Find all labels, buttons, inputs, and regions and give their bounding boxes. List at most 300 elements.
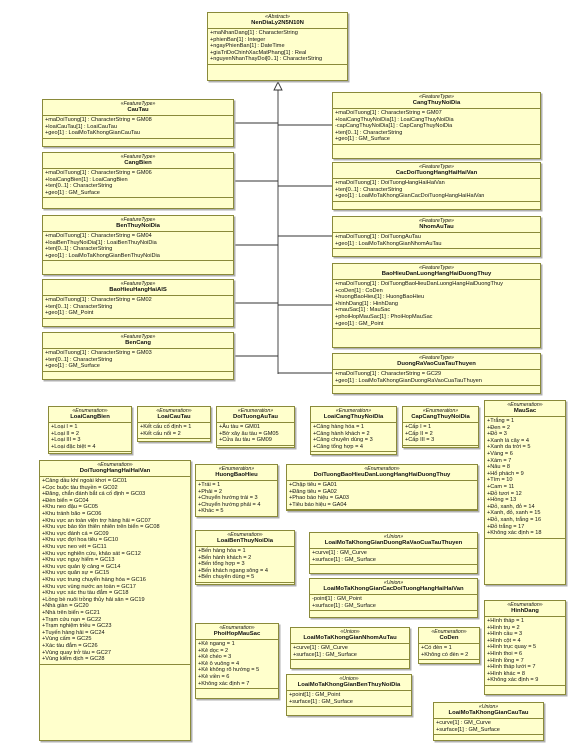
class-header (287, 465, 477, 480)
stereotype-label: «Enumeration» (431, 629, 467, 635)
attribute-compartment (403, 422, 478, 445)
attribute-row: +Xám = 7 (487, 457, 512, 464)
stereotype-label: «FeatureType» (419, 355, 454, 361)
attribute-row: +Kẻ viền = 6 (198, 674, 230, 681)
attribute-row: +Cọc buộc tàu thuyền = GC02 (42, 484, 118, 491)
attribute-row: +Loại II = 2 (51, 430, 79, 437)
attribute-row: +Kẻ không rõ hướng = 5 (198, 667, 260, 674)
class-header (40, 461, 190, 476)
class-name: NenDiaLy2N5N10N (251, 20, 304, 27)
attribute-row: +geo[1] : LoaiMoTaKhongGianNhomAuTau (335, 240, 442, 247)
class-name: BaoHieuHangHaiAIS (109, 287, 167, 294)
attribute-row: +ten[0..1] : CharacterString (335, 129, 403, 136)
attribute-row: +Tuyến hàng hải = GC24 (42, 629, 105, 636)
class-header (287, 675, 411, 690)
attribute-row: +geo[1] : GM_Surface (45, 189, 100, 196)
attribute-row: +Khu vực quản lý cảng = GC14 (42, 563, 121, 570)
attribute-row: +loaiCangBien[1] : LoaiCangBien (45, 176, 128, 183)
attribute-row: +Khác = 5 (198, 508, 224, 515)
attribute-row: +Xanh da trời = 5 (487, 444, 531, 451)
operation-compartment (310, 564, 477, 566)
attribute-row: +ngayPhienBan[1] : DateTime (210, 43, 285, 50)
attribute-row: +maDoiTuong[1] : DoiTuongBaoHieuDanLuongHangHaiDuongThuy (335, 281, 503, 288)
attribute-row: +curve[1] : GM_Curve (312, 550, 367, 557)
attribute-row: +Chuyển hướng phải = 4 (198, 501, 261, 508)
attribute-row: +Đỏ tươi = 12 (487, 490, 522, 497)
attribute-row: +ten[0..1] : CharacterString (45, 303, 113, 310)
attribute-row: +maDoiTuong[1] : DoiTuongAuTau (335, 234, 421, 241)
class-name: LoaiMoTaKhongGianDuongRaVaoCuaTauThuyen (324, 540, 463, 547)
attribute-row: +Không xác định = 18 (487, 530, 542, 537)
class-header (333, 264, 540, 279)
class-header (43, 153, 233, 168)
attribute-row: +phoiHopMauSac[1] : PhoiHopMauSac (335, 314, 433, 321)
attribute-row: +Vùng quay trở tàu = GC27 (42, 649, 111, 656)
attribute-compartment (333, 108, 540, 144)
attribute-row: +Nhà trên biển = GC21 (42, 609, 100, 616)
attribute-compartment (43, 295, 233, 318)
class-header (419, 628, 479, 643)
attribute-compartment (485, 616, 565, 685)
class-name: CauTau (127, 107, 149, 114)
attribute-row: +Vàng = 6 (487, 451, 513, 458)
attribute-row: +Kết cấu nổi = 2 (140, 430, 181, 437)
class-header (434, 703, 543, 718)
attribute-row: +geo[1] : GM_Surface (335, 136, 390, 143)
attribute-row: +Hình trụ = 2 (487, 624, 520, 631)
attribute-row: +Không có đèn = 2 (421, 651, 469, 658)
attribute-row: +Bến hàng hóa = 1 (198, 548, 246, 555)
stereotype-label: «Enumeration» (218, 466, 255, 472)
class-bencang[interactable] (42, 332, 234, 380)
attribute-row: -point[1] : GM_Point (312, 596, 362, 603)
class-name: PhoiHopMauSac (213, 631, 261, 638)
attribute-row: +curve[1] : GM_Curve (293, 645, 348, 652)
stereotype-label: «Enumeration» (72, 408, 108, 414)
stereotype-label: «Enumeration» (335, 408, 372, 414)
attribute-row: +maDoiTuong[1] : DoiTuongHangHaiHaiVan (335, 180, 445, 187)
class-name: LoaiCauTau (157, 414, 191, 421)
class-header (333, 163, 540, 178)
attribute-row: +Kẻ ngang = 1 (198, 641, 235, 648)
attribute-row: +Trắng = 1 (487, 418, 515, 425)
operation-compartment (196, 688, 278, 690)
union-loaimotakhonggiancacdoituonghanghaihaivan[interactable] (309, 578, 478, 618)
attribute-row: +loaiCangThuyNoiDia[1] : LoaiCangThuyNoiDia (335, 116, 454, 123)
class-header (333, 217, 540, 232)
stereotype-label: «Enumeration» (237, 408, 274, 414)
class-cautau[interactable] (42, 99, 234, 147)
attribute-row: +ten[0..1] : CharacterString (45, 183, 113, 190)
class-header (310, 533, 477, 548)
class-name: BenThuyNoiDia (116, 223, 160, 230)
class-name: NhomAuTau (419, 224, 454, 231)
class-header (485, 401, 565, 416)
attribute-row: +maDoiTuong[1] : CharacterString = GM03 (45, 350, 152, 357)
attribute-row: +Lồng bè nuôi trồng thủy hải sản = GC19 (42, 596, 145, 603)
attribute-compartment (196, 480, 277, 516)
class-header (333, 93, 540, 108)
attribute-row: +Loại đặc biệt = 4 (51, 443, 96, 450)
class-header (333, 354, 540, 369)
enum-doituongautau[interactable] (216, 406, 295, 448)
enum-doituonghanghaihaivan[interactable] (39, 460, 191, 741)
attribute-compartment (333, 178, 540, 201)
class-nhomautau[interactable] (332, 216, 541, 257)
attribute-compartment (287, 690, 411, 706)
class-duongravaocuatauthuyen[interactable] (332, 353, 541, 394)
attribute-row: +Đăng tiêu = GA02 (289, 488, 337, 495)
class-name: DoiTuongAuTau (233, 414, 278, 421)
class-name: LoaiCangThuyNoiDia (323, 414, 384, 421)
stereotype-label: «Union» (478, 704, 499, 710)
attribute-row: +Bến khách ngang sông = 4 (198, 567, 268, 574)
attribute-row: +point[1] : GM_Point (289, 692, 341, 699)
attribute-row: +Hình trục quay = 5 (487, 644, 537, 651)
attribute-row: +Khu tránh bão = GC06 (42, 511, 102, 518)
stereotype-label: «FeatureType» (120, 281, 156, 287)
attribute-compartment (419, 643, 479, 659)
attribute-compartment (287, 480, 477, 509)
attribute-compartment (310, 594, 477, 610)
attribute-row: +Khu vực xác thu tàu đắm = GC18 (42, 590, 129, 597)
operation-compartment (196, 582, 294, 584)
class-name: CangThuyNoiDia (412, 100, 461, 107)
attribute-compartment (485, 416, 565, 538)
stereotype-label: «FeatureType» (120, 217, 156, 223)
class-name: CangBien (124, 160, 152, 167)
stereotype-label: «FeatureType» (120, 334, 156, 340)
class-name: HinhDang (511, 608, 539, 615)
stereotype-label: «Union» (339, 676, 359, 682)
attribute-row: +Cảng tổng hợp = 4 (313, 443, 364, 450)
attribute-row: +Hình cột = 4 (487, 637, 521, 644)
enum-loaicautau[interactable] (137, 406, 211, 442)
operation-compartment (43, 138, 233, 140)
class-header (485, 601, 565, 616)
attribute-row: +Hình cầu = 3 (487, 631, 523, 638)
attribute-row: +geo[1] : GM_Surface (45, 363, 100, 370)
attribute-row: +Khu vực neo vét = GC11 (42, 544, 107, 551)
stereotype-label: «Union» (340, 629, 360, 635)
operation-compartment (419, 659, 479, 661)
enum-loaicangbien[interactable] (48, 406, 132, 454)
attribute-row: +Hổ phách = 9 (487, 470, 524, 477)
attribute-compartment (217, 422, 294, 445)
class-header (43, 100, 233, 115)
attribute-row: +geo[1] : LoaiMoTaKhongGianCacDoiTuongHangHaiHaiVan (335, 193, 485, 200)
class-header (43, 280, 233, 295)
stereotype-label: «Enumeration» (156, 408, 192, 414)
attribute-row: +Có đèn = 1 (421, 645, 452, 652)
class-nendialy2n5n10n[interactable] (207, 12, 348, 81)
operation-compartment (434, 734, 543, 736)
stereotype-label: «FeatureType» (419, 164, 454, 170)
enum-loaibenthuynoidia[interactable] (195, 530, 295, 585)
class-header (196, 465, 277, 480)
attribute-row: +Đen = 2 (487, 424, 511, 431)
enum-loaicangthuynoidia[interactable] (310, 406, 397, 455)
stereotype-label: «Abstract» (265, 14, 290, 20)
attribute-row: +Hình lồng = 7 (487, 657, 524, 664)
class-name: CacDoiTuongHangHaiHaiVan (395, 170, 478, 177)
attribute-row: +surface[1] : GM_Surface (293, 651, 357, 658)
attribute-row: +hinhDang[1] : HinhDang (335, 300, 398, 307)
enum-mausac[interactable] (484, 400, 566, 585)
attribute-row: +Khu vực bảo tồn thiên nhiên trên biển = GC08 (42, 524, 160, 531)
class-name: LoaiMoTaKhongGianNhomAuTau (303, 635, 397, 642)
attribute-row: +Khu vực nghiên cứu, khảo sát = GC12 (42, 550, 141, 557)
attribute-row: +Vùng kiểm dịch = GC28 (42, 656, 105, 663)
attribute-row: +Cảng hành khách = 2 (313, 430, 370, 437)
attribute-row: +maDoiTuong[1] : CharacterString = GM04 (45, 233, 152, 240)
operation-compartment (485, 685, 565, 687)
attribute-row: +Đăng, chắn đánh bắt cá cố định = GC03 (42, 491, 146, 498)
attribute-row: +Đỏ trắng = 17 (487, 523, 525, 530)
class-header (217, 407, 294, 422)
stereotype-label: «Enumeration» (422, 408, 459, 414)
attribute-row: +geo[1] : LoaiMoTaKhongGianCauTau (45, 130, 141, 137)
enum-huongbaohieu[interactable] (195, 464, 278, 517)
attribute-row: +loaiBenThuyNoiDia[1] : LoaiBenThuyNoiDia (45, 239, 157, 246)
class-name: LoaiCangBien (70, 414, 110, 421)
attribute-row: +Loại I = 1 (51, 424, 78, 431)
attribute-compartment (310, 548, 477, 564)
class-header (49, 407, 131, 422)
union-loaimotakhonggianduongravaocuatauthuyen[interactable] (309, 532, 478, 574)
attribute-row: +giaTriDoChinhXacMatPhang[1] : Real (210, 49, 307, 56)
attribute-row: +Trái = 1 (198, 482, 221, 489)
attribute-row: +geo[1] : GM_Point (45, 310, 94, 317)
attribute-row: +Khu vực đánh cá = GC09 (42, 530, 109, 537)
attribute-row: +Cấp III = 3 (405, 437, 435, 444)
class-header (196, 531, 294, 546)
attribute-compartment (196, 546, 294, 582)
attribute-row: +Cảng chuyên dùng = 3 (313, 437, 373, 444)
attribute-row: +Bến tổng hợp = 3 (198, 561, 245, 568)
class-name: CapCangThuyNoiDia (411, 414, 470, 421)
operation-compartment (291, 659, 409, 661)
attribute-row: +ten[0..1] : CharacterString (45, 246, 113, 253)
class-header (311, 407, 396, 422)
attribute-compartment (43, 115, 233, 138)
attribute-row: +huongBaoHieu[1] : HuongBaoHieu (335, 294, 425, 301)
attribute-row: +Khu vực đợi hoa tiêu = GC10 (42, 537, 119, 544)
attribute-row: +maDoiTuong[1] : CharacterString = GM06 (45, 170, 152, 177)
attribute-row: +Đỏ = 3 (487, 431, 507, 438)
attribute-row: +Khu vực vùng nước an toàn = GC17 (42, 583, 136, 590)
class-header (196, 624, 278, 639)
class-header (43, 333, 233, 348)
class-header (208, 13, 347, 28)
operation-compartment (40, 664, 190, 666)
attribute-row: +mauSac[1] : MauSac (335, 307, 391, 314)
operation-compartment (287, 706, 411, 708)
class-header (403, 407, 478, 422)
attribute-row: +Vùng cấm = GC25 (42, 636, 92, 643)
attribute-row: +Phải = 2 (198, 488, 222, 495)
operation-compartment (333, 385, 540, 387)
attribute-row: +Hình khác = 8 (487, 670, 525, 677)
attribute-compartment (196, 639, 278, 688)
operation-compartment (196, 516, 277, 517)
class-cacdoituonghanghaihaivan[interactable] (332, 162, 541, 210)
attribute-row: +Kết cấu cố định = 1 (140, 424, 192, 431)
attribute-compartment (333, 232, 540, 248)
operation-compartment (333, 328, 540, 330)
class-header (138, 407, 210, 422)
enum-doituongbaohieudanluonghanghaiduongthuy[interactable] (286, 464, 478, 511)
operation-compartment (403, 445, 478, 447)
class-name: BenCang (125, 340, 151, 347)
attribute-compartment (434, 718, 543, 734)
stereotype-label: «Union» (383, 534, 404, 540)
attribute-row: +Khu neo đậu = GC05 (42, 504, 98, 511)
stereotype-label: «FeatureType» (120, 154, 156, 160)
stereotype-label: «FeatureType» (419, 265, 454, 271)
class-name: LoaiMoTaKhongGianCauTau (448, 710, 529, 717)
union-loaimotakhonggianbenthuynoidia[interactable] (286, 674, 412, 716)
attribute-row: +surface[1] : GM_Surface (289, 698, 353, 705)
attribute-row: +Kẻ ô vuông = 4 (198, 660, 240, 667)
attribute-compartment (43, 348, 233, 371)
operation-compartment (485, 538, 565, 540)
operation-compartment (311, 451, 396, 453)
operation-compartment (49, 451, 131, 453)
stereotype-label: «Enumeration» (507, 602, 543, 608)
enum-coden[interactable] (418, 627, 480, 664)
attribute-row: +Hình tháp = 1 (487, 618, 525, 625)
class-name: BaoHieuDanLuongHangHaiDuongThuy (381, 271, 492, 278)
class-name: LoaiBenThuyNoiDia (217, 538, 273, 545)
class-baohieudanluonghanghaiduongthuy[interactable] (332, 263, 541, 348)
class-name: HuongBaoHieu (215, 472, 258, 479)
attribute-row: +ten[0..1] : CharacterString (45, 356, 113, 363)
attribute-compartment (333, 279, 540, 328)
attribute-compartment (40, 476, 190, 664)
attribute-row: -capCangThuyNoiDia[1] : CapCangThuyNoiDia (335, 123, 453, 130)
stereotype-label: «Enumeration» (219, 625, 255, 631)
attribute-row: +Xanh lá cây = 4 (487, 437, 529, 444)
operation-compartment (310, 610, 477, 612)
class-name: DoiTuongHangHaiHaiVan (79, 468, 151, 475)
generalization-arrowhead (274, 82, 282, 90)
class-baohieuhanghaiais[interactable] (42, 279, 234, 327)
attribute-row: +Cảng dầu khí ngoài khơi = GC01 (42, 478, 128, 485)
attribute-compartment (43, 168, 233, 197)
attribute-row: +Chập tiêu = GA01 (289, 482, 337, 489)
attribute-row: +Trạm nghiệm triều = GC23 (42, 623, 112, 630)
stereotype-label: «FeatureType» (419, 94, 454, 100)
attribute-compartment (291, 643, 409, 659)
operation-compartment (43, 371, 233, 373)
operation-compartment (333, 201, 540, 203)
class-cangthuynoidia[interactable] (332, 92, 541, 159)
union-loaimotakhonggiancautau[interactable] (433, 702, 544, 741)
operation-compartment (43, 318, 233, 320)
attribute-row: +maNhanDang[1] : CharacterString (210, 30, 298, 37)
attribute-row: +maDoiTuong[1] : CharacterString = GM08 (45, 117, 152, 124)
attribute-row: +Đỏ, xanh, đỏ = 14 (487, 503, 535, 510)
operation-compartment (43, 260, 233, 262)
attribute-row: +Âu tàu = GM01 (219, 424, 261, 431)
attribute-row: +Bến hành khách = 2 (198, 554, 252, 561)
class-cangbien[interactable] (42, 152, 234, 209)
class-name: DoiTuongBaoHieuDanLuongHangHaiDuongThuy (313, 472, 451, 479)
attribute-row: +Cảng hàng hóa = 1 (313, 424, 365, 431)
attribute-row: +Trạm cứu nạn = GC22 (42, 616, 102, 623)
attribute-row: +Bờ xây âu tàu = GM05 (219, 430, 279, 437)
operation-compartment (138, 438, 210, 440)
attribute-row: +Kẻ chéo = 3 (198, 654, 232, 661)
attribute-row: +maDoiTuong[1] : CharacterString = GM07 (335, 110, 442, 117)
attribute-row: +Khu vực quân sự = GC15 (42, 570, 110, 577)
stereotype-label: «Union» (383, 580, 404, 586)
attribute-row: +Hồng = 13 (487, 497, 517, 504)
stereotype-label: «Enumeration» (227, 532, 263, 538)
attribute-row: +Phao báo hiệu = GA03 (289, 495, 350, 502)
attribute-row: +Không xác định = 7 (198, 680, 250, 687)
operation-compartment (333, 248, 540, 250)
attribute-row: +nguyenNhanThayDoi[0..1] : CharacterString (210, 56, 323, 63)
stereotype-label: «Enumeration» (507, 402, 543, 408)
stereotype-label: «FeatureType» (419, 218, 454, 224)
attribute-row: +Khu vực trung chuyển hàng hóa = GC16 (42, 577, 146, 583)
attribute-row: +phienBan[1] : Integer (210, 36, 266, 43)
attribute-row: +Nhà giàn = GC20 (42, 603, 89, 610)
attribute-row: +Nâu = 8 (487, 464, 511, 471)
union-loaimotakhonggiannhomautau[interactable] (290, 627, 410, 669)
attribute-compartment (43, 231, 233, 260)
stereotype-label: «Enumeration» (364, 466, 400, 472)
class-header (310, 579, 477, 594)
operation-compartment (208, 64, 347, 66)
enum-phoihopmausac[interactable] (195, 623, 279, 699)
attribute-row: +Kẻ dọc = 2 (198, 647, 229, 654)
attribute-row: +Đèn biển = GC04 (42, 497, 89, 504)
attribute-row: +Hình thoi = 6 (487, 651, 523, 658)
class-name: DuongRaVaoCuaTauThuyen (397, 361, 476, 368)
attribute-compartment (138, 422, 210, 438)
attribute-row: +geo[1] : LoaiMoTaKhongGianDuongRaVaoCuaTauThuyen (335, 377, 482, 384)
attribute-row: +Xanh, đỏ, xanh = 15 (487, 510, 541, 517)
attribute-row: +surface[1] : GM_Surface (312, 556, 376, 563)
class-benthuynoidia[interactable] (42, 215, 234, 275)
attribute-row: +Xác tàu đắm = GC26 (42, 642, 98, 649)
attribute-row: +maDoiTuong[1] : CharacterString = GM02 (45, 297, 152, 304)
attribute-row: +ten[0..1] : CharacterString (335, 186, 403, 193)
attribute-compartment (208, 28, 347, 64)
attribute-row: +Loại III = 3 (51, 437, 81, 444)
attribute-row: +geo[1] : GM_Point (335, 320, 384, 327)
attribute-row: +Cửa âu tàu = GM09 (219, 437, 272, 444)
attribute-row: +maDoiTuong[1] : CharacterString = GC29 (335, 371, 442, 378)
operation-compartment (287, 509, 477, 511)
class-header (43, 216, 233, 231)
attribute-row: +Hình tháp lưới = 7 (487, 664, 536, 671)
attribute-row: +Bến chuyên dùng = 5 (198, 574, 255, 581)
attribute-row: +Khu vực nguy hiểm = GC13 (42, 557, 115, 564)
attribute-row: +Đỏ, xanh, trắng = 16 (487, 517, 542, 523)
attribute-row: +Cấp I = 1 (405, 424, 432, 431)
attribute-row: +Không xác định = 9 (487, 677, 539, 684)
attribute-compartment (311, 422, 396, 451)
class-name: MauSac (513, 408, 537, 415)
enum-capcangthuynoidia[interactable] (402, 406, 479, 448)
attribute-row: +Chuyển hướng trái = 3 (198, 495, 258, 502)
enum-hinhdang[interactable] (484, 600, 566, 695)
attribute-row: +curve[1] : GM_Curve (436, 720, 491, 727)
